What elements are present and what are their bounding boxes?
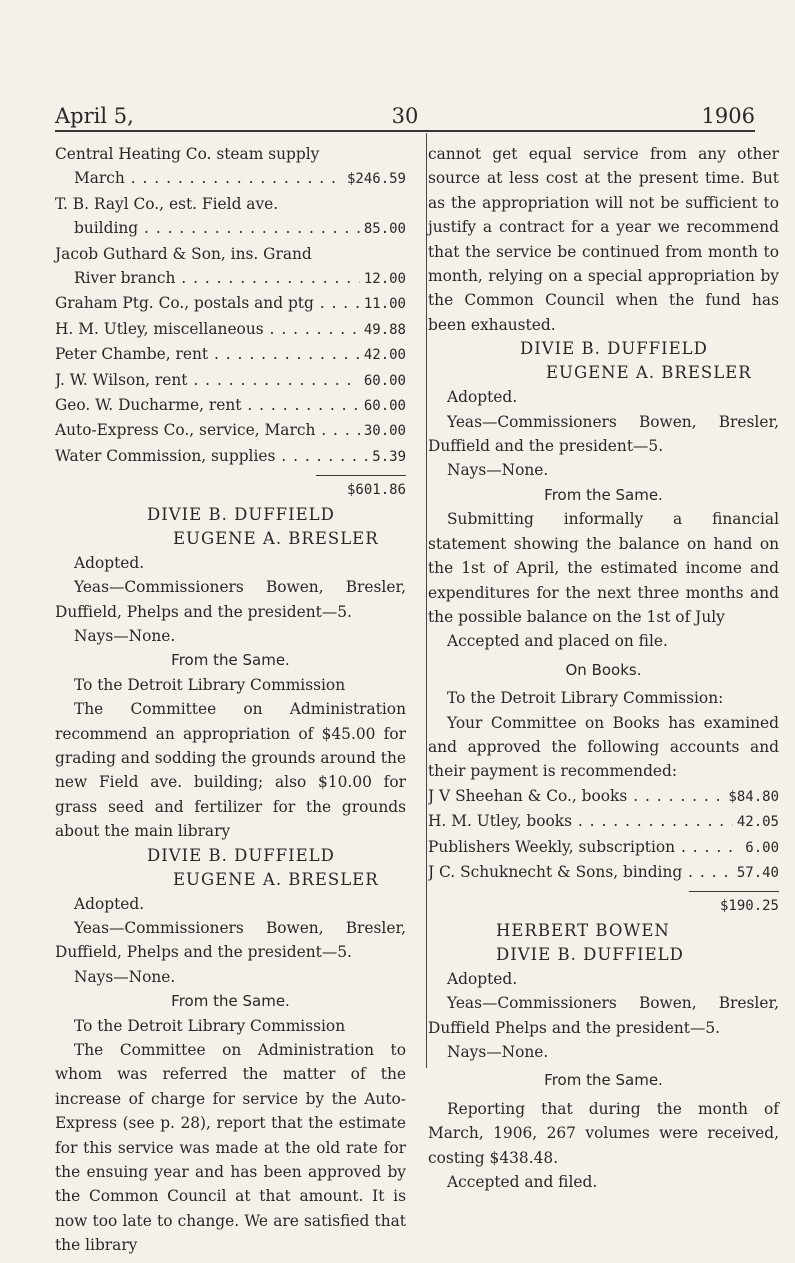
section-heading: From the Same. — [544, 1071, 663, 1090]
adopted-text: Adopted. — [74, 553, 145, 572]
account-line: Jacob Guthard & Son, ins. Grand — [55, 244, 312, 263]
account-amount: 12.00 — [363, 271, 406, 288]
account-amount: 57.40 — [736, 864, 779, 881]
account-amount: 60.00 — [363, 398, 406, 415]
accepted-text: Accepted and filed. — [447, 1173, 598, 1192]
account-amount: $246.59 — [346, 171, 406, 188]
addressee: To the Detroit Library Commission — [74, 1016, 346, 1035]
account-row — [55, 393, 406, 418]
account-amount: 60.00 — [363, 372, 406, 389]
account-name: River branch . . . — [74, 266, 360, 290]
total-rule — [316, 475, 406, 476]
accounts-total: $190.25 — [719, 898, 779, 915]
account-amount: $84.80 — [728, 788, 779, 805]
account-row — [428, 860, 779, 885]
account-name: J V Sheehan & Co., books . . . — [428, 784, 724, 808]
account-amount: 42.05 — [736, 814, 779, 831]
account-amount: 49.88 — [363, 321, 406, 338]
account-row — [55, 342, 406, 367]
header-year: 1906 — [701, 104, 755, 128]
section-heading: From the Same. — [171, 651, 290, 670]
account-row — [428, 809, 779, 834]
yeas-text: Yeas—Commissioners Bowen, Bresler, Duffield and the president—5. — [428, 412, 779, 456]
account-name: J. W. Wilson, rent . . . — [55, 368, 360, 392]
addressee: To the Detroit Library Commission: — [447, 689, 724, 708]
signature: EUGENE A. BRESLER — [173, 869, 379, 889]
account-row — [55, 368, 406, 393]
account-name: Publishers Weekly, subscription . . . — [428, 835, 741, 859]
account-row — [55, 444, 406, 469]
account-row — [55, 166, 406, 191]
nays-text: Nays—None. — [447, 1043, 549, 1061]
account-name: Graham Ptg. Co., postals and ptg . . . — [55, 291, 360, 315]
yeas-text: Yeas—Commissioners Bowen, Bresler, Duffield, Phelps and the president—5. — [55, 578, 406, 621]
account-line: T. B. Rayl Co., est. Field ave. — [55, 194, 279, 213]
account-name: Geo. W. Ducharme, rent . . . — [55, 393, 360, 417]
yeas-text: Yeas—Commissioners Bowen, Bresler, Duffield, Phelps and the president—5. — [55, 918, 406, 962]
section-heading: On Books. — [565, 660, 642, 679]
header-date: April 5, — [55, 104, 134, 128]
nays-text: Nays—None. — [74, 626, 176, 645]
right-column — [428, 142, 779, 1194]
body-paragraph: Reporting that during the month of March, 1906, 267 volumes were received, costing $438.48. — [428, 1099, 779, 1167]
account-name: Water Commission, supplies . . . — [55, 444, 368, 468]
body-paragraph: The Committee on Administration to whom was referred the matter of the increase of charge for service by the Auto-Express (see p. 28), report that the estimate for this service was made at the old rate for the ensuing year and has been approved by the Common Council at that amount. It is now too late to change. We are satisfied that the library — [55, 1041, 406, 1255]
addressee: To the Detroit Library Commission — [74, 675, 346, 694]
page-number: 30 — [391, 104, 419, 128]
adopted-text: Adopted. — [447, 388, 518, 407]
account-row — [55, 418, 406, 443]
account-amount: 85.00 — [363, 221, 406, 238]
account-amount: 30.00 — [363, 423, 406, 440]
signature: DIVIE B. DUFFIELD — [147, 504, 335, 524]
account-row — [55, 291, 406, 316]
account-row — [55, 216, 406, 241]
accounts-list — [428, 784, 779, 886]
signature: DIVIE B. DUFFIELD — [520, 339, 708, 359]
account-line: Central Heating Co. steam supply — [55, 145, 320, 163]
account-row — [55, 266, 406, 291]
account-amount: 42.00 — [363, 347, 406, 364]
left-column — [55, 142, 406, 1258]
account-row — [55, 317, 406, 342]
account-row — [428, 784, 779, 809]
signature: HERBERT BOWEN — [496, 920, 670, 940]
accepted-text: Accepted and placed on file. — [447, 632, 668, 651]
account-name: Auto-Express Co., service, March . . . — [55, 418, 360, 442]
section-heading: From the Same. — [171, 992, 290, 1011]
signature: EUGENE A. BRESLER — [546, 363, 752, 383]
accounts-list — [55, 142, 406, 469]
body-paragraph: The Committee on Administration recommend an appropriation of $45.00 for grading and sodding the grounds around the new Field ave. building; also $10.00 for grass seed and fertilizer for the grounds about the main library — [55, 700, 406, 841]
account-name: H. M. Utley, books . . . — [428, 809, 733, 833]
adopted-text: Adopted. — [74, 894, 145, 913]
account-name: J C. Schuknecht & Sons, binding . . . — [428, 860, 733, 884]
body-paragraph: cannot get equal service from any other source at less cost at the present time. But as the appropriation will not be sufficient to justify a contract for a year we recommend that the service be continued from month to month, relying on a special appropriation by the Common Council when the fund has been exhausted. — [428, 145, 779, 334]
column-divider — [426, 133, 427, 1068]
signature: DIVIE B. DUFFIELD — [147, 845, 335, 865]
account-row — [428, 835, 779, 860]
yeas-text: Yeas—Commissioners Bowen, Bresler, Duffield Phelps and the president—5. — [428, 994, 779, 1037]
accounts-total: $601.86 — [346, 482, 406, 499]
total-rule — [689, 891, 779, 892]
account-name: building . . . — [74, 216, 360, 240]
account-name: H. M. Utley, miscellaneous . . . — [55, 317, 360, 341]
page-header — [55, 100, 755, 134]
adopted-text: Adopted. — [447, 969, 518, 988]
nays-text: Nays—None. — [74, 967, 176, 986]
signature: DIVIE B. DUFFIELD — [496, 944, 684, 964]
account-name: Peter Chambe, rent . . . — [55, 342, 360, 366]
signature: EUGENE A. BRESLER — [173, 528, 379, 548]
account-amount: 5.39 — [372, 448, 406, 465]
account-amount: 6.00 — [745, 839, 779, 856]
account-name: March . . . — [74, 166, 343, 190]
header-rule — [55, 130, 755, 132]
body-paragraph: Your Committee on Books has examined and approved the following accounts and their payment is recommended: — [428, 713, 779, 781]
nays-text: Nays—None. — [447, 461, 549, 480]
body-paragraph: Submitting informally a financial statement showing the balance on hand on the 1st of April, the estimated income and expenditures for the next three months and the possible balance on the 1st of July — [428, 510, 779, 626]
account-amount: 11.00 — [363, 296, 406, 313]
section-heading: From the Same. — [544, 485, 663, 504]
